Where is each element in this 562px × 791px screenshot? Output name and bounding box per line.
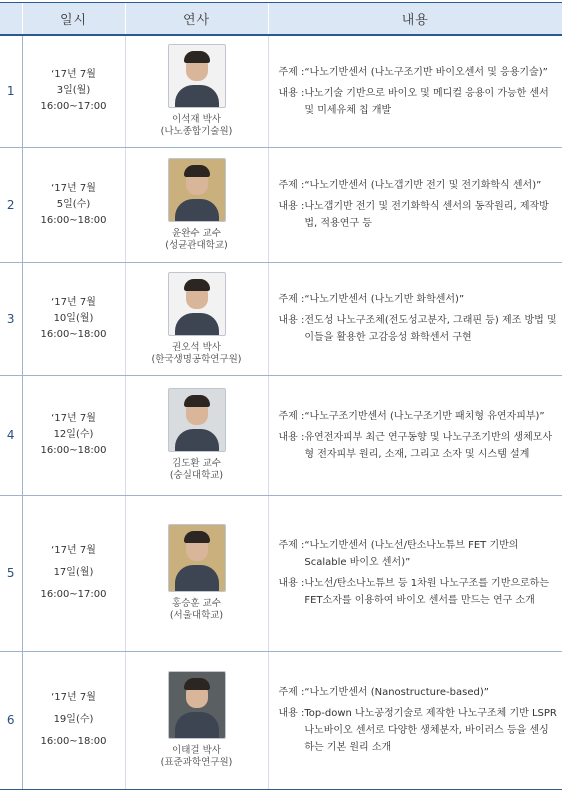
topic-text: “나노기반센서 (나노기반 화학센서)”	[304, 294, 465, 305]
date-cell	[22, 262, 125, 375]
date-year-month: ‘17년 7월	[51, 413, 96, 424]
row-number: 6	[0, 651, 22, 789]
date-day: 19일(수)	[53, 714, 94, 725]
content-cell	[268, 147, 562, 262]
speaker-cell	[125, 495, 268, 651]
speaker-name: 윤완수 교수	[172, 227, 221, 239]
speaker-org: (나노종합기술원)	[160, 126, 233, 138]
topic-label: 주제 :	[278, 180, 305, 191]
topic-label: 주제 :	[278, 687, 305, 698]
speaker-photo	[168, 44, 226, 108]
topic-label: 주제 :	[278, 540, 305, 551]
content-text: Top-down 나노공정기술로 제작한 나노구조체 기반 LSPR 나노바이오 센서로 다양한 생체분자, 바이러스 등을 센싱하는 기본 원리 소개	[304, 708, 557, 753]
date-time: 16:00~18:00	[40, 328, 107, 340]
speaker-photo	[168, 272, 226, 336]
content-cell	[268, 262, 562, 375]
date-cell	[22, 35, 125, 147]
content-label: 내용 :	[278, 708, 305, 719]
speaker-name: 권오석 박사	[172, 341, 221, 353]
header-content: 내용	[268, 3, 562, 36]
date-time: 16:00~17:00	[40, 101, 107, 113]
date-year-month: ‘17년 7월	[51, 182, 96, 194]
speaker-org: (숭실대학교)	[169, 470, 224, 481]
row-number: 2	[0, 147, 22, 262]
lecture-schedule-table	[0, 2, 562, 790]
speaker-cell	[125, 262, 268, 375]
table-header-row	[0, 3, 562, 36]
topic-text: “나노기반센서 (나노선/탄소나노튜브 FET 기반의 Scalable 바이오 센서)”	[304, 540, 519, 568]
content-cell	[268, 651, 562, 789]
row-number: 1	[0, 35, 22, 147]
content-label: 내용 :	[278, 87, 305, 99]
speaker-cell	[125, 651, 268, 789]
content-label: 내용 :	[278, 578, 305, 589]
topic-label: 주제 :	[278, 294, 305, 305]
content-text: 나노기술 기반으로 바이오 및 메디컬 응용이 가능한 센서 및 미세유체 칩 개발	[304, 87, 549, 116]
content-label: 내용 :	[278, 315, 305, 326]
date-cell	[22, 495, 125, 651]
content-text: 나노갭기반 전기 및 전기화학식 센서의 동작원리, 제작방법, 적용연구 등	[304, 201, 549, 229]
speaker-photo	[168, 388, 226, 452]
speaker-org: (성균관대학교)	[165, 239, 228, 251]
table-row	[0, 651, 562, 789]
topic-label: 주제 :	[278, 410, 305, 422]
content-text: 유연전자피부 최근 연구동향 및 나노구조기반의 생체모사형 전자피부 원리, 소재, 그리고 소자 및 시스템 설계	[304, 431, 553, 460]
header-date: 일시	[22, 3, 125, 36]
table-row	[0, 375, 562, 495]
date-year-month: ‘17년 7월	[51, 69, 96, 81]
date-time: 16:00~17:00	[40, 589, 107, 600]
content-text: 전도성 나노구조체(전도성고분자, 그래핀 등) 제조 방법 및 이들을 활용한 고감응성 화학센서 구현	[304, 315, 557, 343]
content-cell	[268, 375, 562, 495]
speaker-cell	[125, 375, 268, 495]
content-label: 내용 :	[278, 201, 305, 212]
date-time: 16:00~18:00	[40, 214, 107, 226]
speaker-photo	[168, 158, 226, 222]
date-day: 12일(수)	[53, 429, 94, 440]
date-time: 16:00~18:00	[40, 736, 107, 747]
date-year-month: ‘17년 7월	[51, 692, 96, 703]
row-number: 5	[0, 495, 22, 651]
content-cell	[268, 495, 562, 651]
topic-text: “나노기반센서 (Nanostructure-based)”	[304, 687, 489, 698]
topic-label: 주제 :	[278, 66, 305, 78]
date-day: 17일(월)	[53, 567, 94, 578]
content-cell	[268, 35, 562, 147]
content-text: 나노선/탄소나노튜브 등 1차원 나노구조를 기반으로하는 FET소자를 이용하여 바이오 센서를 만드는 연구 소개	[304, 578, 550, 606]
topic-text: “나노구조기반센서 (나노구조기반 패치형 유연자피부)”	[304, 410, 545, 422]
row-number: 3	[0, 262, 22, 375]
table-row	[0, 147, 562, 262]
header-speaker: 연사	[125, 3, 268, 36]
header-number	[0, 3, 22, 36]
table-row	[0, 262, 562, 375]
speaker-org: (표준과학연구원)	[160, 757, 233, 768]
date-day: 5일(수)	[56, 198, 91, 210]
speaker-name: 홍승훈 교수	[172, 598, 221, 609]
speaker-name: 김도환 교수	[172, 458, 221, 469]
date-year-month: ‘17년 7월	[51, 296, 96, 308]
speaker-photo	[168, 524, 226, 592]
speaker-org: (한국생명공학연구원)	[151, 353, 242, 365]
speaker-photo	[168, 671, 226, 739]
speaker-org: (서울대학교)	[169, 610, 224, 621]
topic-text: “나노기반센서 (나노구조기반 바이오센서 및 응용기술)”	[304, 66, 548, 78]
date-cell	[22, 651, 125, 789]
date-day: 3일(월)	[56, 85, 91, 97]
topic-text: “나노기반센서 (나노갭기반 전기 및 전기화학식 센서)”	[304, 180, 542, 191]
date-day: 10일(월)	[53, 312, 94, 324]
speaker-name: 이석재 박사	[172, 114, 221, 126]
speaker-cell	[125, 147, 268, 262]
date-time: 16:00~18:00	[40, 445, 107, 456]
speaker-name: 이태걸 박사	[172, 745, 221, 756]
content-label: 내용 :	[278, 431, 305, 443]
date-cell	[22, 375, 125, 495]
table-row	[0, 495, 562, 651]
date-cell	[22, 147, 125, 262]
row-number: 4	[0, 375, 22, 495]
speaker-cell	[125, 35, 268, 147]
date-year-month: ‘17년 7월	[51, 545, 96, 556]
table-row	[0, 35, 562, 147]
